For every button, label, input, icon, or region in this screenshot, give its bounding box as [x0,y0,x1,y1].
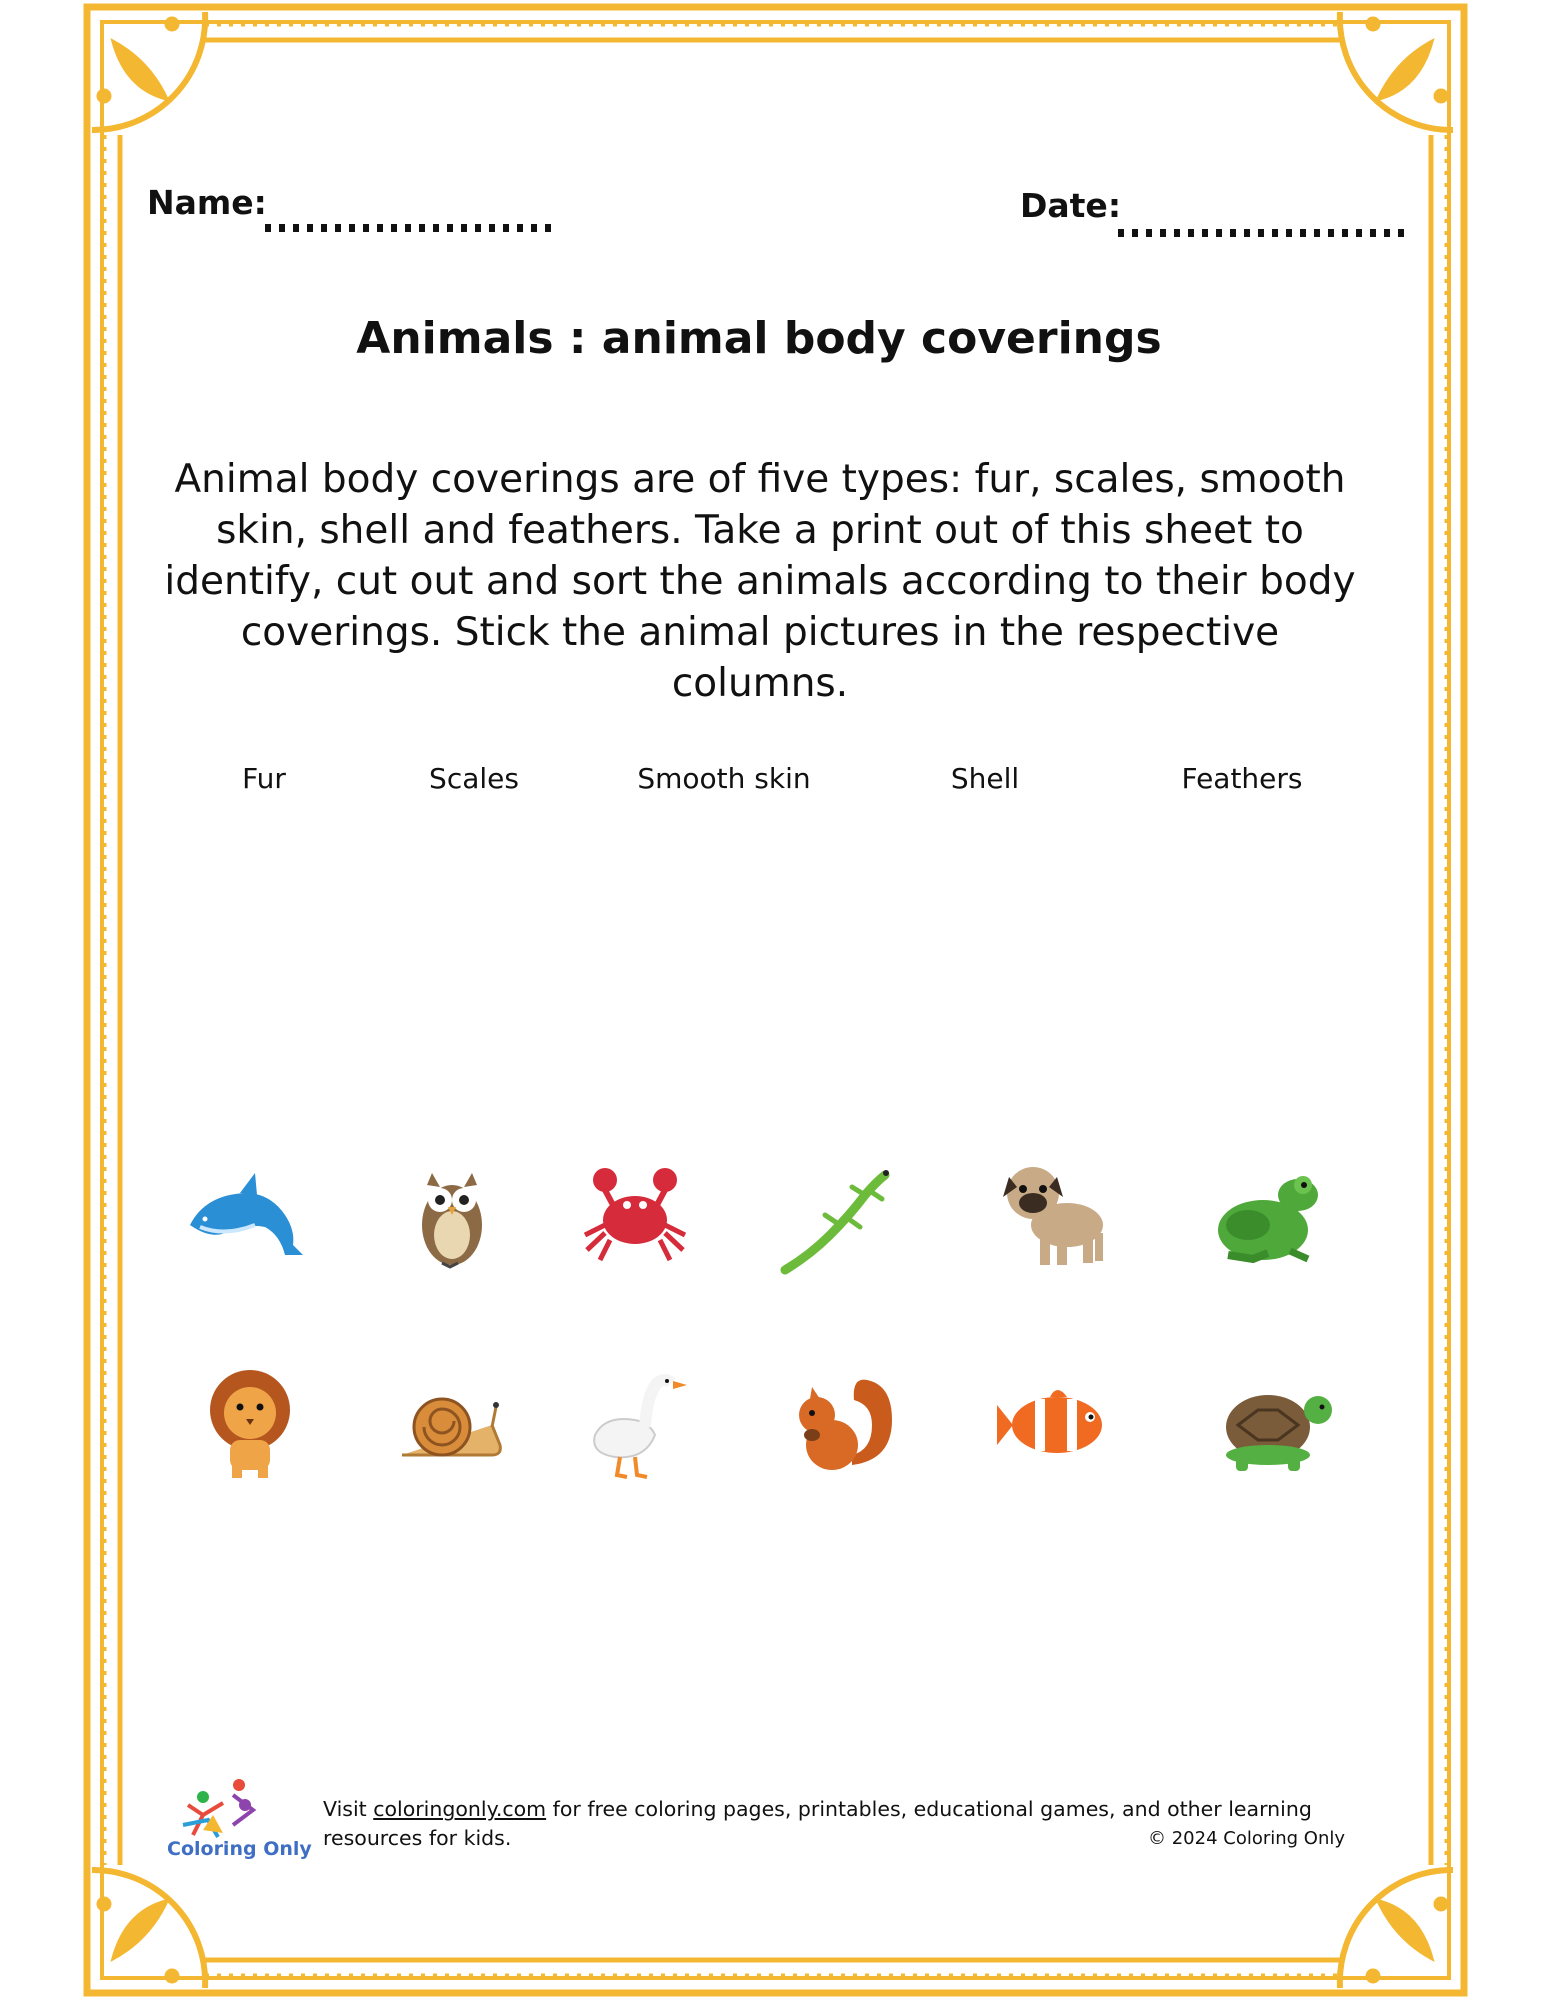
logo-text: Coloring Only [167,1838,312,1860]
owl-image[interactable] [392,1155,512,1275]
column-header-shell: Shell [950,762,1020,795]
column-header-feathers: Feathers [1181,762,1303,795]
corner-ornament-top-right [1340,12,1453,130]
footer-visit-suffix: for free coloring pages, printables, educational games, and other learning resources for kids. [323,1797,1312,1850]
corner-ornament-bottom-left [92,1870,205,1988]
lizard-image[interactable] [780,1155,900,1275]
instructions-paragraph: Animal body coverings are of five types: fur, scales, smooth skin, shell and feathers. Take a print out of this sheet to identify, cut out and sort the animals according to their body coverings. Stick the animal pictures in the respective columns. [164,457,1356,706]
clownfish-image[interactable] [995,1365,1115,1485]
snail-image[interactable] [392,1365,512,1485]
squirrel-image[interactable] [782,1365,902,1485]
turtle-image[interactable] [1218,1365,1338,1485]
crab-image[interactable] [575,1155,695,1275]
date-label: Date: [1020,186,1122,225]
pug-dog-image[interactable] [995,1155,1115,1275]
coloringonly-link[interactable]: coloringonly.com [373,1797,547,1821]
corner-ornament-top-left [92,12,205,130]
column-header-fur: Fur [242,762,286,795]
column-header-scales: Scales [429,762,519,795]
copyright-text: © 2024 Coloring Only [1148,1828,1346,1849]
frog-image[interactable] [1208,1155,1328,1275]
goose-image[interactable] [575,1365,695,1485]
dolphin-image[interactable] [185,1155,305,1275]
footer-visit-prefix: Visit [323,1797,374,1821]
lion-image[interactable] [190,1365,310,1485]
corner-ornament-bottom-right [1340,1870,1453,1988]
worksheet-title: Animals : animal body coverings [356,313,1162,364]
name-label: Name: [147,183,267,222]
column-header-smooth-skin: Smooth skin [637,762,811,795]
